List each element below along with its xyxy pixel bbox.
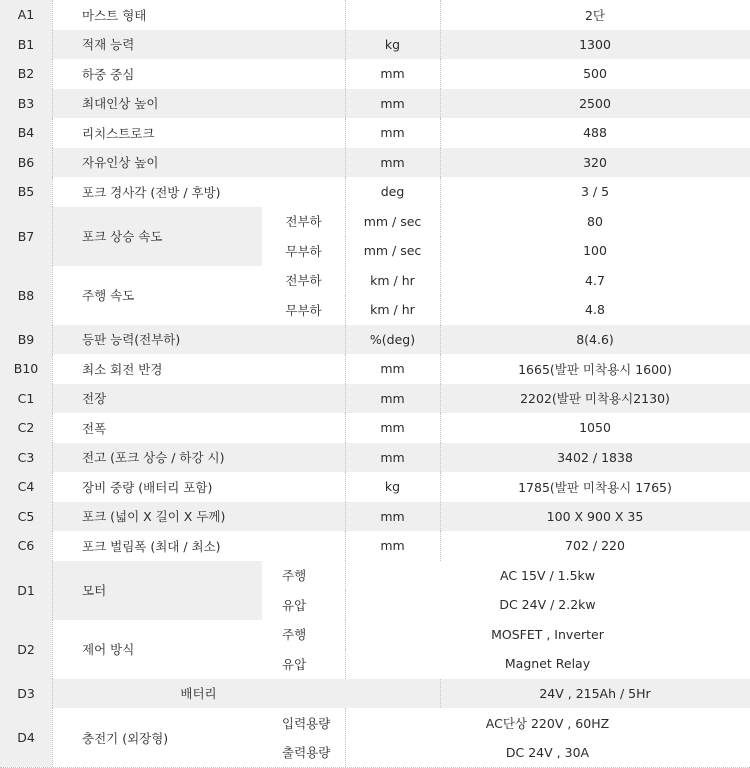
column-divider [345, 354, 346, 384]
column-divider [345, 413, 346, 443]
row-code: D4 [0, 708, 52, 767]
row-value: 488 [440, 118, 750, 148]
row-item: 최소 회전 반경 [52, 354, 345, 384]
column-divider [345, 443, 346, 473]
row-code: C5 [0, 502, 52, 532]
column-divider [345, 590, 346, 620]
row-unit: mm [345, 531, 440, 561]
column-divider [440, 236, 441, 266]
column-divider [345, 266, 346, 296]
column-divider [440, 384, 441, 414]
column-divider [440, 679, 441, 709]
column-divider [440, 118, 441, 148]
row-unit: mm [345, 502, 440, 532]
column-divider [440, 472, 441, 502]
column-divider [345, 207, 346, 237]
row-code: C3 [0, 443, 52, 473]
row-code: B9 [0, 325, 52, 355]
row-code: B1 [0, 30, 52, 60]
sub-value: 4.7 [440, 266, 750, 296]
column-divider [52, 207, 53, 266]
column-divider [440, 177, 441, 207]
column-divider [52, 325, 53, 355]
sub-unit: mm / sec [345, 236, 440, 266]
column-divider [52, 708, 53, 767]
column-divider [345, 295, 346, 325]
row-value: 8(4.6) [440, 325, 750, 355]
column-divider [345, 177, 346, 207]
row-value: 3402 / 1838 [440, 443, 750, 473]
row-code: B8 [0, 266, 52, 325]
sub-label: 주행 [262, 561, 345, 591]
sub-label: 무부하 [262, 295, 345, 325]
row-item: 모터 [52, 561, 262, 620]
row-code: D3 [0, 679, 52, 709]
row-value: 3 / 5 [440, 177, 750, 207]
row-unit: mm [345, 384, 440, 414]
row-value: 2500 [440, 89, 750, 119]
sub-label: 주행 [262, 620, 345, 650]
row-code: B10 [0, 354, 52, 384]
row-item: 등판 능력(전부하) [52, 325, 345, 355]
row-item: 하중 중심 [52, 59, 345, 89]
row-unit: kg [345, 472, 440, 502]
column-divider [440, 413, 441, 443]
sub-unit: km / hr [345, 295, 440, 325]
column-divider [52, 30, 53, 60]
row-item: 배터리 [52, 679, 345, 709]
sub-label: 출력용량 [262, 738, 345, 768]
column-divider [345, 472, 346, 502]
row-unit [345, 0, 440, 30]
row-code: D1 [0, 561, 52, 620]
row-code: D2 [0, 620, 52, 679]
row-item: 전폭 [52, 413, 345, 443]
row-value: 1300 [440, 30, 750, 60]
row-unit: mm [345, 443, 440, 473]
column-divider [52, 266, 53, 325]
column-divider [345, 30, 346, 60]
row-value: 702 / 220 [440, 531, 750, 561]
column-divider [52, 177, 53, 207]
row-value: 320 [440, 148, 750, 178]
row-value: 1665(발판 미착용시 1600) [440, 354, 750, 384]
column-divider [52, 0, 53, 30]
row-item: 자유인상 높이 [52, 148, 345, 178]
column-divider [440, 30, 441, 60]
sub-unit: km / hr [345, 266, 440, 296]
row-item: 장비 중량 (배터리 포함) [52, 472, 345, 502]
column-divider [345, 118, 346, 148]
column-divider [440, 502, 441, 532]
column-divider [52, 531, 53, 561]
row-item: 전장 [52, 384, 345, 414]
sub-value: AC 15V / 1.5kw [345, 561, 750, 591]
column-divider [52, 679, 53, 709]
row-item: 적재 능력 [52, 30, 345, 60]
row-item: 주행 속도 [52, 266, 262, 325]
column-divider [52, 384, 53, 414]
row-item: 마스트 형태 [52, 0, 345, 30]
column-divider [440, 89, 441, 119]
row-unit: kg [345, 30, 440, 60]
sub-unit: mm / sec [345, 207, 440, 237]
row-unit: mm [345, 354, 440, 384]
column-divider [52, 502, 53, 532]
sub-label: 유압 [262, 649, 345, 679]
sub-label: 무부하 [262, 236, 345, 266]
column-divider [345, 148, 346, 178]
row-item: 포크 상승 속도 [52, 207, 262, 266]
sub-value: AC단상 220V , 60HZ [345, 708, 750, 738]
row-item: 충전기 (외장형) [52, 708, 262, 767]
column-divider [345, 649, 346, 679]
column-divider [345, 620, 346, 650]
column-divider [345, 236, 346, 266]
row-unit-empty [345, 679, 440, 709]
column-divider [440, 148, 441, 178]
row-value: 1785(발판 미착용시 1765) [440, 472, 750, 502]
row-code: C6 [0, 531, 52, 561]
row-item: 리치스트로크 [52, 118, 345, 148]
sub-value: 4.8 [440, 295, 750, 325]
row-code: C4 [0, 472, 52, 502]
column-divider [345, 59, 346, 89]
row-code: B4 [0, 118, 52, 148]
row-value: 2202(발판 미착용시2130) [440, 384, 750, 414]
column-divider [345, 384, 346, 414]
row-code: C1 [0, 384, 52, 414]
sub-label: 전부하 [262, 207, 345, 237]
sub-value: MOSFET , Inverter [345, 620, 750, 650]
sub-label: 유압 [262, 590, 345, 620]
row-value: 1050 [440, 413, 750, 443]
column-divider [52, 354, 53, 384]
sub-value: 100 [440, 236, 750, 266]
row-item: 포크 경사각 (전방 / 후방) [52, 177, 345, 207]
row-item: 전고 (포크 상승 / 하강 시) [52, 443, 345, 473]
row-item: 포크 (넓이 X 길이 X 두께) [52, 502, 345, 532]
column-divider [345, 738, 346, 768]
column-divider [52, 59, 53, 89]
row-unit: mm [345, 118, 440, 148]
row-code: B3 [0, 89, 52, 119]
column-divider [440, 207, 441, 237]
column-divider [345, 89, 346, 119]
sub-value: Magnet Relay [345, 649, 750, 679]
sub-value: DC 24V , 30A [345, 738, 750, 768]
row-code: B5 [0, 177, 52, 207]
column-divider [52, 118, 53, 148]
column-divider [440, 443, 441, 473]
column-divider [52, 413, 53, 443]
column-divider [345, 561, 346, 591]
sub-value: DC 24V / 2.2kw [345, 590, 750, 620]
column-divider [52, 620, 53, 679]
column-divider [440, 0, 441, 30]
row-unit: mm [345, 59, 440, 89]
column-divider [440, 531, 441, 561]
column-divider [52, 148, 53, 178]
row-unit: mm [345, 413, 440, 443]
row-code: B2 [0, 59, 52, 89]
column-divider [345, 0, 346, 30]
row-code: A1 [0, 0, 52, 30]
row-value: 24V , 215Ah / 5Hr [440, 679, 750, 709]
sub-label: 입력용량 [262, 708, 345, 738]
row-unit: mm [345, 89, 440, 119]
column-divider [345, 325, 346, 355]
row-item: 포크 벌림폭 (최대 / 최소) [52, 531, 345, 561]
row-value: 500 [440, 59, 750, 89]
column-divider [52, 472, 53, 502]
column-divider [345, 708, 346, 738]
row-code: C2 [0, 413, 52, 443]
column-divider [52, 443, 53, 473]
row-item: 제어 방식 [52, 620, 262, 679]
row-unit: %(deg) [345, 325, 440, 355]
column-divider [345, 502, 346, 532]
column-divider [440, 59, 441, 89]
row-value: 2단 [440, 0, 750, 30]
row-unit: deg [345, 177, 440, 207]
column-divider [440, 325, 441, 355]
column-divider [440, 266, 441, 296]
column-divider [345, 531, 346, 561]
row-code: B7 [0, 207, 52, 266]
sub-label: 전부하 [262, 266, 345, 296]
column-divider [52, 561, 53, 620]
column-divider [440, 354, 441, 384]
column-divider [52, 89, 53, 119]
sub-value: 80 [440, 207, 750, 237]
column-divider [440, 295, 441, 325]
row-unit: mm [345, 148, 440, 178]
row-value: 100 X 900 X 35 [440, 502, 750, 532]
row-item: 최대인상 높이 [52, 89, 345, 119]
row-code: B6 [0, 148, 52, 178]
